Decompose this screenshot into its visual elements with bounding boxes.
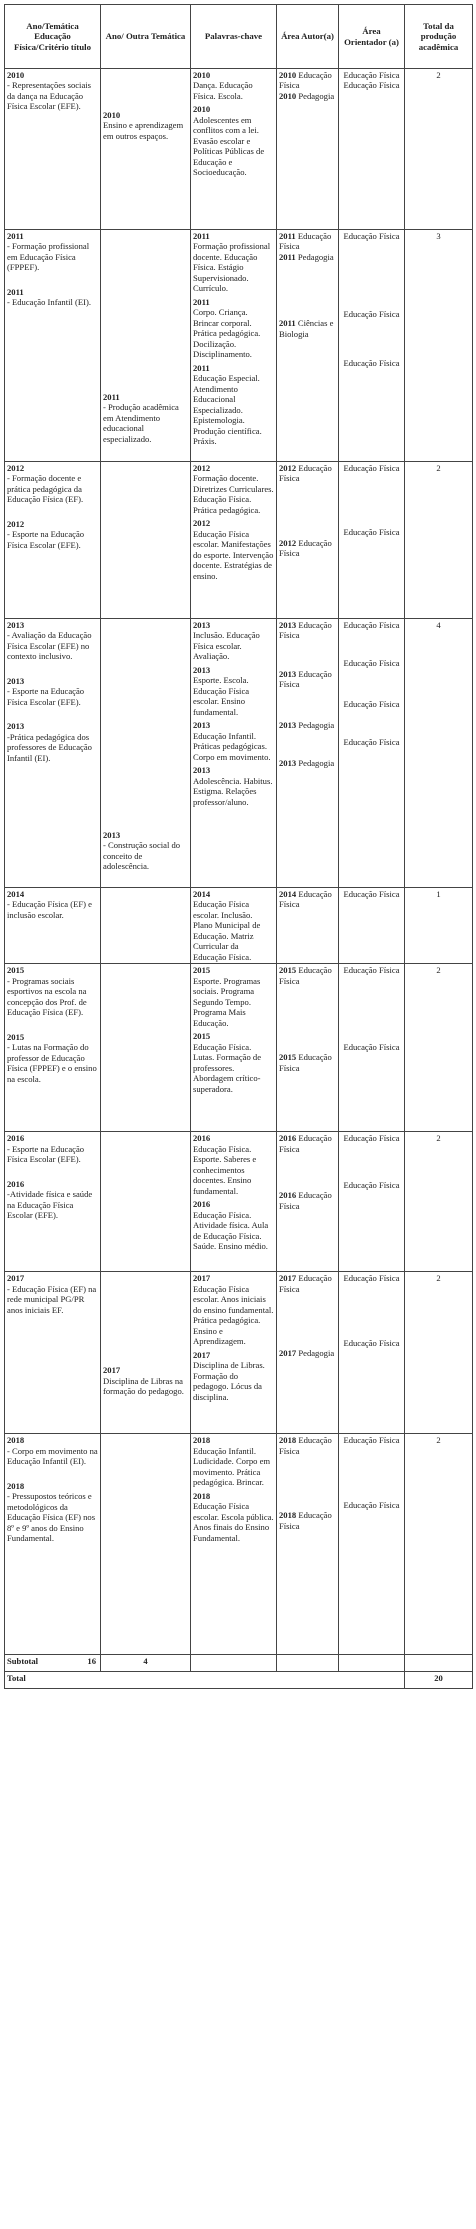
entry [193, 70, 274, 101]
table-row [5, 1272, 473, 1434]
theme-pe-cell [5, 888, 101, 964]
advisor-area-value: Educação Física [343, 1337, 400, 1348]
advisor-area-cell [339, 1132, 405, 1272]
advisor-area-cell [339, 462, 405, 619]
total-row [5, 1672, 473, 1689]
table-row [5, 230, 473, 462]
year-label: 2010 [279, 70, 297, 80]
year-label: 2011 [193, 231, 210, 241]
entry [279, 538, 336, 559]
entry [193, 297, 274, 360]
entry [103, 830, 188, 872]
entry-text: - Representações sociais da dança na Educação Física Escolar (EFE). [7, 80, 91, 112]
entry [7, 620, 98, 662]
entry [193, 104, 274, 177]
year-label: 2011 [279, 251, 296, 262]
entry [7, 70, 98, 112]
entry [7, 676, 98, 707]
row-total: 2 [405, 964, 473, 1132]
table-row [5, 964, 473, 1132]
entry-text: Ensino e aprendizagem em outros espaços. [103, 120, 184, 141]
year-label: 2017 [103, 1365, 121, 1376]
table-row [5, 69, 473, 230]
year-label: 2015 [7, 965, 25, 976]
entry-text: - Lutas na Formação do professor de Educação Física (FPPEF) e o ensino na escola. [7, 1042, 97, 1084]
entry [279, 1052, 336, 1073]
entry-text: Educação Física [279, 231, 332, 252]
entry [279, 91, 336, 101]
year-label: 2017 [193, 1349, 211, 1360]
advisor-area-cell [339, 964, 405, 1132]
author-area-cell [277, 230, 339, 462]
year-label: 2011 [193, 362, 210, 373]
entry [193, 518, 274, 581]
table-row [5, 619, 473, 888]
entry-text: Formação profissional docente. Educação Física. Estágio Supervisionado. Currículo. [193, 241, 271, 294]
entry [279, 758, 336, 768]
subtotal-row [5, 1655, 473, 1672]
entry-text: Pedagogia [297, 251, 334, 262]
entry-text: Educação Física escolar. Anos iniciais do ensino fundamental. Prática pedagógica. Ensino e Aprendizagem. [193, 1283, 274, 1347]
year-label: 2017 [7, 1273, 25, 1284]
year-label: 2015 [193, 965, 211, 976]
year-label: 2013 [193, 620, 211, 630]
year-label: 2010 [7, 70, 25, 80]
entry-text: Esporte. Programas sociais. Programa Segundo Tempo. Programa Mais Educação. [193, 975, 261, 1028]
entry-text: - Construção social do conceito de adolescência. [103, 840, 181, 872]
other-theme-cell [101, 1272, 191, 1434]
entry-text: Disciplina de Libras na formação do pedagogo. [103, 1375, 184, 1397]
year-label: 2013 [279, 719, 297, 730]
entry-text: - Educação Física (EF) e inclusão escolar. [7, 899, 92, 920]
entry-text: Pedagogia [298, 1348, 335, 1359]
advisor-area-value: Educação Física [343, 1435, 400, 1446]
other-theme-cell [101, 462, 191, 619]
entry-text: - Corpo em movimento na Educação Infantil (EI). [7, 1445, 98, 1467]
keywords-cell [191, 964, 277, 1132]
entry-text: Adolescência. Habitus. Estigma. Relações professor/aluno. [193, 775, 273, 807]
entry-text: Educação Infantil. Ludicidade. Corpo em movimento. Prática pedagógica. Brincar. [193, 1445, 271, 1488]
advisor-area-value: Educação Física [343, 658, 400, 669]
year-label: 2010 [193, 104, 211, 115]
entry [7, 1179, 98, 1221]
entry-text: - Formação docente e prática pedagógica da Educação Física (EF). [7, 473, 84, 505]
theme-pe-cell [5, 964, 101, 1132]
entry-text: Educação Física [279, 1052, 332, 1073]
entry [279, 318, 336, 339]
subtotal-theme-count: 16 [87, 1656, 96, 1667]
entry [279, 463, 336, 484]
entry-text: Disciplina de Libras. Formação do pedagogo. Lócus da disciplina. [193, 1360, 265, 1402]
entry [193, 889, 274, 962]
year-label: 2013 [7, 721, 25, 732]
author-area-cell [277, 1272, 339, 1434]
theme-pe-cell [5, 462, 101, 619]
table-row [5, 1434, 473, 1655]
entry-text: Inclusão. Educação Física escolar. Avaliação. [193, 630, 260, 662]
entry [193, 1491, 274, 1543]
year-label: 2011 [193, 296, 210, 307]
entry [279, 620, 336, 641]
year-label: 2018 [279, 1435, 297, 1446]
other-theme-cell [101, 69, 191, 230]
entry [279, 720, 336, 730]
entry [7, 1435, 98, 1466]
entry [193, 765, 274, 807]
keywords-cell [191, 1272, 277, 1434]
entry [279, 965, 336, 986]
entry [7, 231, 98, 273]
entry [7, 721, 98, 763]
keywords-cell [191, 1434, 277, 1655]
other-theme-cell [101, 619, 191, 888]
row-total: 2 [405, 1272, 473, 1434]
entry-text: Educação Física [279, 668, 332, 690]
row-total: 2 [405, 1434, 473, 1655]
keywords-cell [191, 462, 277, 619]
year-label: 2013 [193, 664, 211, 675]
year-label: 2011 [7, 231, 24, 241]
author-area-cell [277, 1434, 339, 1655]
entry-text: Educação Física [279, 463, 332, 484]
row-total: 4 [405, 619, 473, 888]
author-area-cell [277, 964, 339, 1132]
year-label: 2012 [7, 518, 25, 529]
entry-text: Formação docente. Diretrizes Curriculares. Educação Física. Prática pedagógica. [193, 473, 274, 515]
year-label: 2015 [279, 1052, 297, 1063]
advisor-area-value: Educação Física [343, 620, 400, 630]
entry [7, 1032, 98, 1084]
entry [193, 231, 274, 294]
year-label: 2017 [279, 1348, 297, 1359]
subtotal-other-count: 4 [101, 1655, 191, 1672]
entry-text: - Programas sociais esportivos na escola na concepção dos Prof. de Educação Física (EF). [7, 975, 87, 1018]
entry-text: Dança. Educação Física. Escola. [193, 80, 253, 101]
entry-text: Educação Física escolar. Manifestações do esporte. Intervenção docente. Estratégias de ensino. [193, 528, 274, 581]
header-author-area: Área Autor(a) [277, 5, 339, 69]
entry-text: - Esporte na Educação Física Escolar (EFE). [7, 686, 85, 707]
advisor-area-value: Educação Física [343, 1499, 400, 1510]
year-label: 2011 [279, 318, 296, 329]
entry [279, 1190, 336, 1211]
entry-text: Pedagogia [298, 758, 335, 769]
year-label: 2012 [193, 518, 211, 529]
year-label: 2015 [279, 965, 297, 976]
row-total: 2 [405, 69, 473, 230]
subtotal-cell [5, 1655, 101, 1672]
advisor-area-cell [339, 230, 405, 462]
advisor-area-value: Educação Física [343, 231, 400, 241]
entry [193, 1273, 274, 1346]
year-label: 2012 [279, 537, 297, 548]
year-label: 2017 [193, 1273, 211, 1284]
entry-text: Educação Física. Atividade física. Aula de Educação Física. Saúde. Ensino médio. [193, 1209, 269, 1252]
entry-text: -Prática pedagógica dos professores de Educação Infantil (EI). [7, 731, 92, 763]
other-theme-cell [101, 1132, 191, 1272]
empty-cell [277, 1655, 339, 1672]
keywords-cell [191, 888, 277, 964]
keywords-cell [191, 1132, 277, 1272]
year-label: 2018 [193, 1490, 211, 1501]
entry-text: Ciências e Biologia [279, 318, 334, 339]
year-label: 2014 [193, 889, 211, 899]
entry-text: Educação Física escolar. Escola pública. Anos finais do Ensino Fundamental. [193, 1501, 274, 1543]
entry-text: Educação Física [279, 889, 332, 910]
advisor-area-cell [339, 69, 405, 230]
theme-pe-cell [5, 230, 101, 462]
entry-text: Educação Física [279, 1133, 332, 1154]
entry [193, 463, 274, 515]
header-total-production: Total da produção acadêmica [405, 5, 473, 69]
header-other-theme: Ano/ Outra Temática [101, 5, 191, 69]
entry-text: Esporte. Escola. Educação Física escolar. Ensino fundamental. [193, 675, 250, 717]
year-label: 2010 [103, 110, 121, 120]
theme-pe-cell [5, 1272, 101, 1434]
table-row [5, 462, 473, 619]
entry [7, 1273, 98, 1315]
year-label: 2016 [279, 1133, 297, 1144]
entry [193, 620, 274, 662]
advisor-area-value: Educação Física [343, 1273, 400, 1284]
year-label: 2012 [7, 463, 25, 473]
entry-text: Educação Física [279, 70, 332, 91]
other-theme-cell [101, 888, 191, 964]
keywords-cell [191, 69, 277, 230]
keywords-cell [191, 230, 277, 462]
author-area-cell [277, 462, 339, 619]
advisor-area-value: Educação Física [343, 463, 400, 473]
entry [7, 889, 98, 920]
entry-text: Educação Física. Lutas. Formação de professores. Abordagem crítico-superadora. [193, 1041, 262, 1094]
entry-text: Educação Física [279, 1273, 332, 1294]
entry [7, 287, 98, 308]
header-advisor-area: Área Orientador (a) [339, 5, 405, 69]
entry [103, 110, 188, 141]
entry-text: - Esporte na Educação Física Escolar (EFE). [7, 1143, 85, 1165]
header-keywords: Palavras-chave [191, 5, 277, 69]
entry-text: Educação Física [279, 1190, 332, 1211]
theme-pe-cell [5, 1434, 101, 1655]
year-label: 2013 [279, 668, 297, 679]
row-total: 3 [405, 230, 473, 462]
author-area-cell [277, 69, 339, 230]
entry-text: - Avaliação da Educação Física Escolar (EFE) no contexto inclusivo. [7, 630, 92, 662]
advisor-area-value: Educação Física [343, 1133, 400, 1144]
entry [279, 252, 336, 262]
year-label: 2011 [7, 286, 24, 297]
advisor-area-value: Educação Física [343, 70, 400, 80]
year-label: 2015 [7, 1031, 25, 1042]
advisor-area-value: Educação Física [343, 357, 400, 368]
advisor-area-value: Educação Física [343, 1041, 400, 1052]
author-area-cell [277, 1132, 339, 1272]
row-total: 2 [405, 1132, 473, 1272]
entry-text: - Pressupostos teóricos e metodológicos da Educação Física (EF) nos 8º e 9º anos do Ensino Fundamental. [7, 1491, 96, 1544]
advisor-area-value: Educação Física [343, 527, 400, 538]
entry [7, 1133, 98, 1164]
entry-text: Educação Física escolar. Inclusão. Plano Municipal de Educação. Matriz Curricular da Educação Física. [193, 899, 261, 962]
year-label: 2010 [279, 90, 297, 101]
empty-cell [191, 1655, 277, 1672]
entry-text: Educação Física [279, 537, 332, 559]
year-label: 2016 [193, 1199, 211, 1210]
year-label: 2016 [279, 1190, 297, 1201]
year-label: 2018 [193, 1435, 211, 1446]
year-label: 2013 [193, 720, 211, 731]
year-label: 2010 [193, 70, 211, 80]
entry-text: Educação Especial. Atendimento Educacional Especializado. Epistemologia. Produção científica. Práxis. [193, 373, 262, 447]
year-label: 2018 [7, 1480, 25, 1491]
entry [279, 1435, 336, 1456]
entry [193, 1350, 274, 1402]
advisor-area-value: Educação Física [343, 965, 400, 976]
entry [279, 1273, 336, 1294]
other-theme-cell [101, 1434, 191, 1655]
entry-text: Corpo. Criança. Brincar corporal. Prática pedagógica. Docilização. Disciplinamento. [193, 307, 261, 360]
year-label: 2013 [193, 765, 211, 776]
advisor-area-cell [339, 888, 405, 964]
year-label: 2014 [7, 889, 25, 899]
entry-text: - Educação Infantil (EI). [7, 297, 91, 308]
entry [193, 363, 274, 447]
entry [193, 1133, 274, 1196]
year-label: 2017 [279, 1273, 297, 1284]
advisor-area-value: Educação Física [343, 737, 400, 748]
advisor-area-value: Educação Física [343, 1179, 400, 1190]
year-label: 2018 [279, 1510, 297, 1521]
advisor-area-cell [339, 1272, 405, 1434]
year-label: 2011 [279, 231, 296, 241]
entry [103, 1365, 188, 1396]
other-theme-cell [101, 230, 191, 462]
advisor-area-value: Educação Física [343, 80, 400, 91]
year-label: 2018 [7, 1435, 25, 1446]
year-label: 2012 [193, 463, 211, 473]
row-total: 2 [405, 462, 473, 619]
advisor-area-value: Educação Física [343, 309, 400, 320]
entry-text: Educação Física [279, 1435, 332, 1456]
row-total: 1 [405, 888, 473, 964]
theme-pe-cell [5, 1132, 101, 1272]
advisor-area-value: Educação Física [343, 889, 400, 899]
entry [193, 1199, 274, 1251]
entry [279, 1133, 336, 1154]
advisor-area-cell [339, 1434, 405, 1655]
total-label: Total [5, 1672, 405, 1689]
entry-text: Educação Física. Esporte. Saberes e conhecimentos docentes. Ensino fundamental. [193, 1143, 257, 1196]
total-value: 20 [405, 1672, 473, 1689]
entry [279, 70, 336, 91]
advisor-area-value: Educação Física [343, 698, 400, 709]
year-label: 2013 [7, 620, 25, 630]
empty-cell [339, 1655, 405, 1672]
year-label: 2012 [279, 463, 297, 473]
entry [7, 463, 98, 505]
entry [103, 392, 188, 444]
year-label: 2013 [7, 675, 25, 686]
entry [193, 1435, 274, 1487]
empty-cell [405, 1655, 473, 1672]
entry-text: Educação Física [279, 965, 332, 986]
theme-pe-cell [5, 619, 101, 888]
year-label: 2016 [7, 1133, 25, 1144]
year-label: 2016 [7, 1178, 25, 1189]
entry-text: Adolescentes em conflitos com a lei. Evasão escolar e Políticas Públicas de Educação e Socioeducação. [193, 114, 265, 178]
header-theme-pe: Ano/Temática Educação Física/Critério título [5, 5, 101, 69]
entry [193, 1031, 274, 1094]
entry [279, 1510, 336, 1531]
entry-text: Educação Infantil. Práticas pedagógicas. Corpo em movimento. [193, 730, 271, 762]
year-label: 2015 [193, 1031, 211, 1042]
entry-text: Educação Física [279, 1510, 332, 1531]
entry [193, 720, 274, 762]
entry [193, 965, 274, 1028]
table-row [5, 1132, 473, 1272]
entry [7, 965, 98, 1017]
table-row [5, 888, 473, 964]
year-label: 2014 [279, 889, 297, 899]
entry [279, 669, 336, 690]
entry-text: Pedagogia [298, 719, 335, 730]
entry [279, 1348, 336, 1358]
author-area-cell [277, 888, 339, 964]
entry [7, 1481, 98, 1544]
entry-text: -Atividade física e saúde na Educação Física Escolar (EFE). [7, 1189, 93, 1221]
year-label: 2013 [279, 620, 297, 630]
advisor-area-cell [339, 619, 405, 888]
subtotal-label: Subtotal [7, 1656, 39, 1667]
entry [279, 231, 336, 252]
year-label: 2011 [103, 392, 120, 402]
academic-production-table [4, 4, 473, 1689]
year-label: 2013 [279, 758, 297, 769]
theme-pe-cell [5, 69, 101, 230]
year-label: 2016 [193, 1133, 211, 1144]
entry [193, 665, 274, 717]
entry-text: Pedagogia [298, 90, 335, 101]
entry-text: Educação Física [279, 620, 332, 641]
header-row [5, 5, 473, 69]
author-area-cell [277, 619, 339, 888]
other-theme-cell [101, 964, 191, 1132]
entry-text: - Educação Física (EF) na rede municipal PG/PR anos iniciais EF. [7, 1283, 97, 1315]
entry [279, 889, 336, 910]
entry-text: - Produção acadêmica em Atendimento educacional especializado. [103, 402, 179, 444]
entry-text: - Formação profissional em Educação Física (FPPEF). [7, 241, 90, 273]
year-label: 2013 [103, 830, 121, 840]
entry [7, 519, 98, 550]
entry-text: - Esporte na Educação Física Escolar (EFE). [7, 529, 85, 550]
keywords-cell [191, 619, 277, 888]
